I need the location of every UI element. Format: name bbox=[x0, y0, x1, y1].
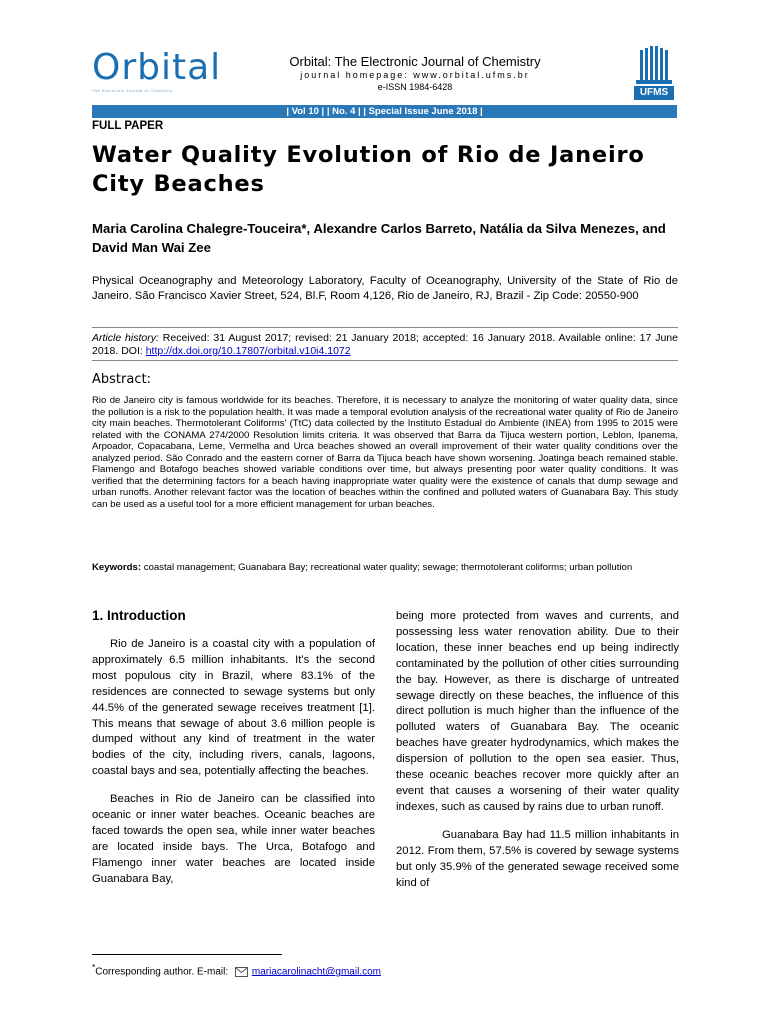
footnote-text: Corresponding author. E-mail: bbox=[95, 966, 231, 978]
article-type: FULL PAPER bbox=[92, 120, 164, 132]
issue-bar: | Vol 10 | | No. 4 | | Special Issue June 2018 | bbox=[92, 105, 677, 118]
section-heading-introduction: 1. Introduction bbox=[92, 608, 186, 623]
divider-top bbox=[92, 327, 678, 328]
right-column bbox=[396, 609, 679, 903]
journal-homepage: journal homepage: www.orbital.ufms.br bbox=[300, 70, 530, 80]
logo-text: Orbital bbox=[92, 47, 222, 88]
doi-link[interactable]: http://dx.doi.org/10.17807/orbital.v10i4.1072 bbox=[145, 345, 351, 357]
email-icon bbox=[235, 967, 248, 977]
divider-bottom bbox=[92, 360, 678, 361]
ufms-label: UFMS bbox=[639, 87, 669, 98]
affiliation: Physical Oceanography and Meteorology Laboratory, Faculty of Oceanography, University of the State of Rio de Janeiro. São Francisco Xavier Street, 524, Bl.F, Room 4,126, Rio de Janeiro, RJ, Brazil - Zip Code: 20550-900 bbox=[92, 275, 678, 302]
email-link[interactable]: mariacarolinacht@gmail.com bbox=[251, 966, 381, 978]
left-column bbox=[92, 608, 375, 900]
article-history bbox=[92, 332, 678, 358]
history-text: Received: 31 August 2017; revised: 21 January 2018; accepted: 16 January 2018. Available online: 17 June 2018. DOI: bbox=[92, 332, 678, 357]
author-list: Maria Carolina Chalegre-Touceira*, Alexandre Carlos Barreto, Natália da Silva Menezes, and David Man Wai Zee bbox=[92, 221, 666, 255]
footnote bbox=[92, 962, 381, 977]
body-paragraph: Beaches in Rio de Janeiro can be classified into oceanic or inner water beaches. Oceanic beaches are faced towards the open sea, while inner water beaches are located inside bays. The Urca, Botafogo and Flamengo inner water beaches are located inside Guanabara Bay, bbox=[92, 793, 375, 885]
history-label: Article history: bbox=[92, 332, 159, 344]
keywords-label: Keywords: bbox=[92, 562, 142, 573]
ufms-logo bbox=[632, 46, 676, 102]
footnote-mark: * bbox=[92, 962, 96, 972]
journal-issn: e-ISSN 1984-6428 bbox=[377, 82, 453, 92]
body-paragraph: Guanabara Bay had 11.5 million inhabitants in 2012. From them, 57.5% is covered by sewage systems but only 35.9% of the generated sewage received some kind of bbox=[396, 828, 679, 889]
body-paragraph: Rio de Janeiro is a coastal city with a population of approximately 6.5 million inhabitants. It's the second most populous city in Brazil, where 83.1% of the residences are connected to sewage systems but only 44.5% of the generated sewage receives treatment [1]. This means that sewage of about 3.6 million people is dumped without any kind of treatment in the water bodies of the city, including rivers, canals, lagoons, coastal bays and sea, potentially affecting the beaches. bbox=[92, 638, 375, 778]
keywords bbox=[92, 562, 678, 574]
abstract-heading: Abstract: bbox=[92, 372, 151, 387]
keywords-text: coastal management; Guanabara Bay; recreational water quality; sewage; thermotolerant coliforms; urban pollution bbox=[141, 562, 633, 573]
body-paragraph: being more protected from waves and currents, and possessing less water renovation ability. Due to their location, these inner beaches end up being indirectly contaminated by the pollution of other cities surrounding the bay. However, as there is discharge of untreated sewage directly on these beaches, the influence of this direct pollution is much higher than the influence of the polluted waters of Guanabara Bay. The oceanic beaches have greater hydrodynamics, which makes the dispersion of pollution to the open sea easier. Thus, these oceanic beaches recover more quickly after an event that causes a worsening of their water quality indexes, such as caused by rains due to urban runoff. bbox=[396, 610, 679, 813]
logo-subtitle: The Electronic Journal of Chemistry bbox=[92, 88, 173, 93]
orbital-logo bbox=[92, 47, 222, 100]
journal-title: Orbital: The Electronic Journal of Chemistry bbox=[289, 54, 541, 69]
abstract-text: Rio de Janeiro city is famous worldwide for its beaches. Therefore, it is necessary to analyze the monitoring of water quality data, since the pollution is a risk to the population health. It was made a temporal evolution analysis of the recreational water quality of Rio de Janeiro city main beaches. Thermotolerant Coliforms' (TtC) data collected by the Instituto Estadual do Ambiente (INEA) from 1995 to 2015 were related with the CONAMA 274/2000 Resolution limits criteria. It was observed that Barra da Tijuca western portion, Leblon, Ipanema, Arpoador, Copacabana, Leme, Vermelha and Urca beaches showed an overall improvement of their water quality conditions over the analyzed period. São Conrado and the eastern corner of Barra da Tijuca beach have shown worsening. Joatinga beach remained stable. Flamengo and Botafogo beaches showed variable conditions over time, but always presenting poor water quality conditions. It was verified that the determining factors for a beach having inappropriate water quality were the existence of canals that dump sewage and urban runoffs. Another relevant factor was the location of beaches within the confined and polluted waters of Guanabara Bay. This study can be used as a useful tool for a more efficient management for urban beaches. bbox=[92, 395, 678, 510]
paper-title: Water Quality Evolution of Rio de Janeiro City Beaches bbox=[92, 142, 645, 197]
footnote-rule bbox=[92, 954, 282, 955]
